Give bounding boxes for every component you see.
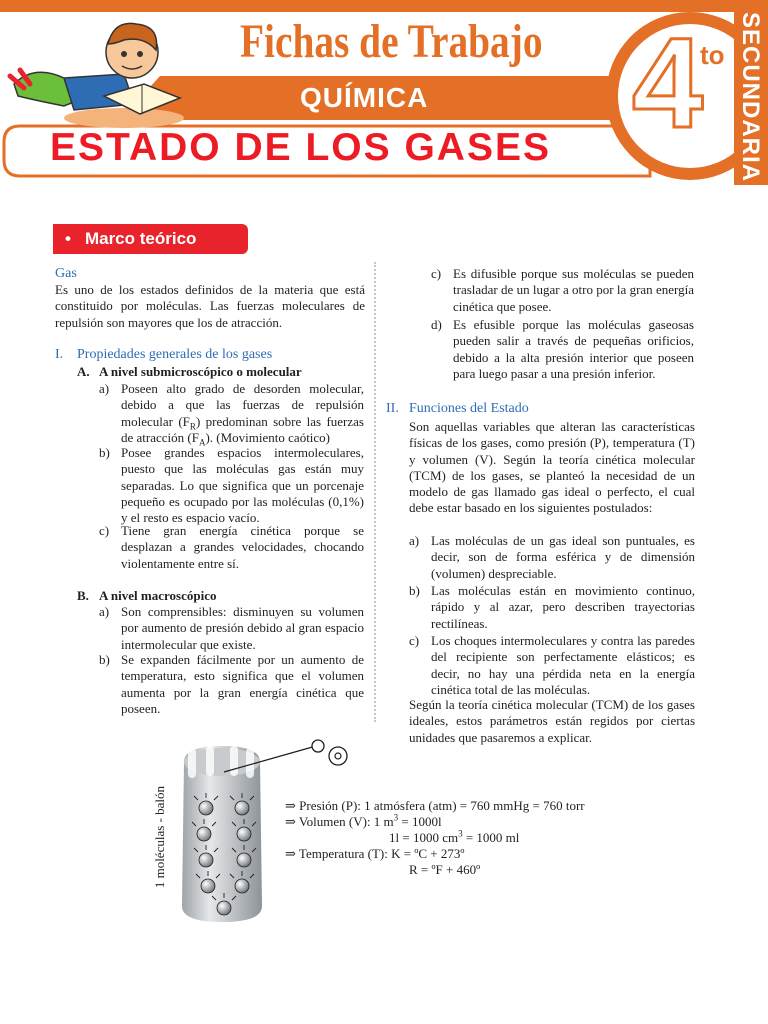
funciones-intro: Son aquellas variables que alteran las características físicas de los gases, como presión (P), temperatura (T) y volumen (V). Según la teoría cinética molecular (TCM) de los gases, se planteó la necesidad de un modelo de gas llamado gas ideal o perfecto, el cual debe estar basado en los siguientes postulados: (409, 419, 695, 516)
volume-conversion: 1l = 1000 $cm^3 = 1000$ ml (389, 828, 520, 845)
tag-label: Marco teórico (84, 229, 197, 248)
item-letter: c) (99, 523, 110, 538)
section-tag (53, 224, 248, 254)
item-letter: d) (431, 317, 442, 332)
subsection-a-heading: A nivel submicroscópico o molecular (99, 364, 302, 379)
gas-definition: Es uno de los estados definidos de la materia que está constituido por moléculas. Las fuerzas moleculares de repulsión son mayores que los de atracción. (55, 282, 365, 330)
grade-suffix: to (700, 40, 725, 70)
gas-heading: Gas (55, 266, 77, 281)
subsection-b-letter: B. (77, 588, 89, 603)
temperature-formula: ⇒ Temperatura (T): K = ºC + 273º (285, 846, 465, 861)
list-item-text: Las moléculas de un gas ideal son puntuales, es decir, son de forma esférica y de dimensión (volumen) despreciable. (431, 533, 695, 581)
item-letter: b) (99, 652, 110, 667)
item-letter: c) (431, 266, 442, 281)
page-title: ESTADO DE LOS GASES (50, 126, 552, 169)
rankine-formula: R = ºF + 460º (409, 862, 481, 877)
item-letter: a) (409, 533, 420, 548)
diagram-caption-text: 1 moléculas - balón (152, 786, 167, 889)
reading-boy-illustration (4, 14, 194, 132)
section-ii-numeral: II. (386, 401, 399, 416)
list-item-text: Posee grandes espacios intermoleculares, puesto que las moléculas gas están muy separadas. Lo que significa que un porcenaje pequeño es ocupado por las moléculas (0,1%) y el resto es espacio vacío. (121, 445, 364, 526)
subsection-b-heading: A nivel macroscópico (99, 588, 217, 603)
level-label (736, 12, 766, 183)
tag-bullet: • (65, 229, 71, 248)
pressure-formula: ⇒ Presión (P): 1 atmósfera (atm) = 760 mmHg = 760 torr (285, 798, 585, 813)
section-i-heading: Propiedades generales de los gases (77, 347, 273, 362)
column-divider (374, 262, 376, 722)
item-letter: a) (99, 381, 110, 396)
gas-cylinder-diagram (176, 736, 356, 932)
list-item-text: Tiene gran energía cinética porque se desplazan a grandes velocidades, chocando violentamente entre sí. (121, 523, 364, 571)
list-item-text: Es difusible porque sus moléculas se pueden trasladar de un lugar a otro por la gran energía cinética que posee. (453, 266, 694, 314)
list-item-text: Poseen alto grado de desorden molecular, debido a que las fuerzas de repulsión molecular $(F_R)$ predominan sobre las fuerzas de atracción $(F_A)$. (Movimiento caótico) (121, 381, 364, 448)
diagram-caption (150, 786, 170, 906)
section-i-numeral: I. (55, 347, 64, 362)
level-text: SECUNDARIA (737, 12, 764, 183)
item-letter: b) (409, 583, 420, 598)
list-item-text: Se expanden fácilmente por un aumento de temperatura, esto significa que el volumen aumenta por la gran energía cinética que poseen. (121, 652, 364, 716)
subject-title: QUÍMICA (300, 82, 429, 113)
item-letter: a) (99, 604, 110, 619)
list-item-text: Es efusible porque las moléculas gaseosas pueden salir a través de pequeñas orificios, debido a la alta presión interior que poseen para luego pasar a una presión inferior. (453, 317, 694, 381)
funciones-closing: Según la teoría cinética molecular (TCM) de los gases ideales, estos parámetros están regidos por ciertas unidades que pasaremos a explicar. (409, 697, 695, 745)
series-title: Fichas de Trabajo (240, 15, 543, 68)
grade-number: 4 (632, 12, 704, 155)
list-item-text: Son comprensibles: disminuyen su volumen por aumento de presión debido al gran espacio intermolecular que existe. (121, 604, 364, 652)
subsection-a-letter: A. (77, 364, 90, 379)
list-item-text: Las moléculas están en movimiento continuo, rápido y al azar, pero describen trayectorias rectilíneas. (431, 583, 695, 631)
item-letter: b) (99, 445, 110, 460)
list-item-text: Los choques intermoleculares y contra las paredes del recipiente son perfectamente elásticos; es decir, no hay una pérdida neta en la energía cinética total de las moléculas. (431, 633, 695, 697)
item-letter: c) (409, 633, 420, 648)
volume-formula: ⇒ Volumen (V): 1 $m^3 = 1000l$ (285, 812, 442, 829)
section-ii-heading: Funciones del Estado (409, 401, 529, 416)
